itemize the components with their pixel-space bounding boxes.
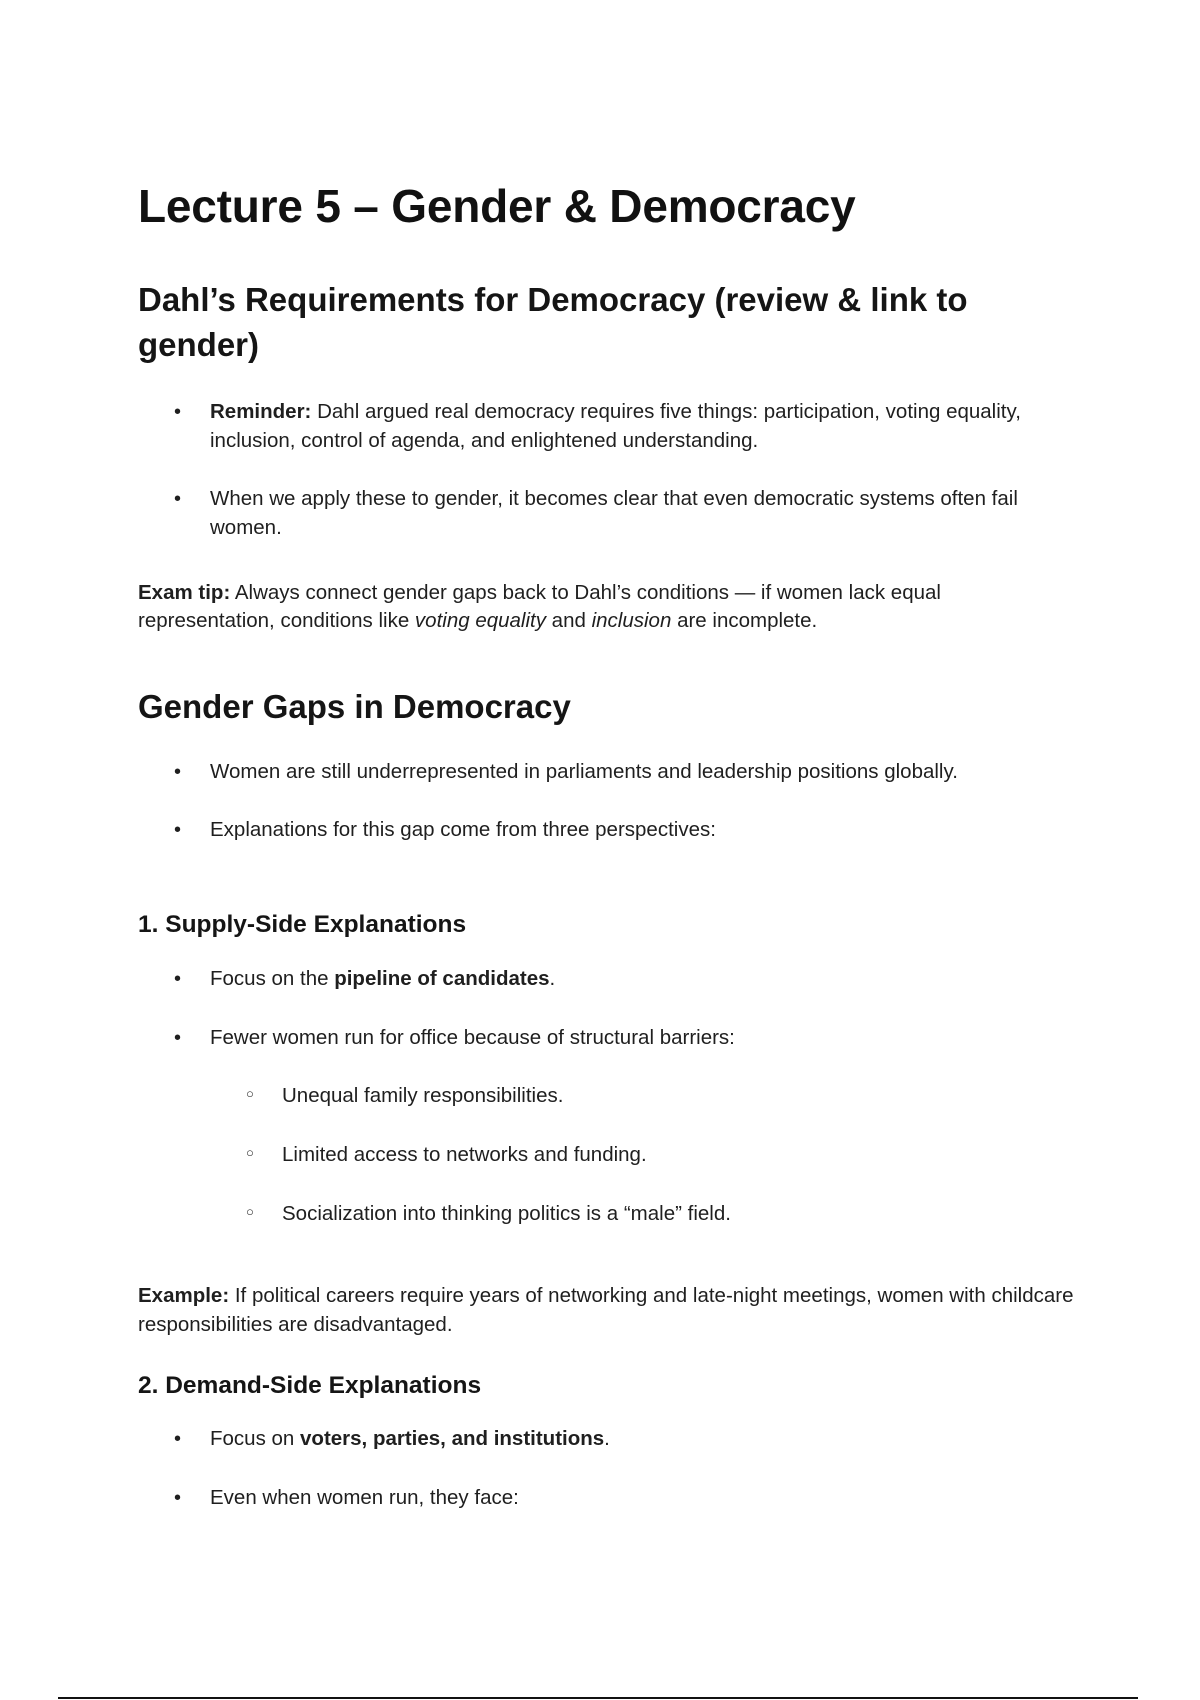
bullet-text: Women are still underrepresented in parliaments and leadership positions globally. [210,759,958,783]
list-item [138,485,1078,542]
list-item [138,398,1078,455]
section-heading-dahl: Dahl’s Requirements for Democracy (review & link to gender) [138,280,968,364]
gender-gaps-list [138,758,1078,845]
example-text: If political careers require years of networking and late-night meetings, women with childcare responsibilities are disadvantaged. [138,1284,1074,1336]
example-label: Example: [138,1284,230,1308]
exam-tip [138,579,1078,636]
document-content [138,180,1078,1543]
sub-list-item [210,1141,1078,1170]
sub-bullet-text: Socialization into thinking politics is a “male” field. [282,1201,731,1225]
reminder-text: Dahl argued real democracy requires five things: participation, voting equality, inclusion, control of agenda, and enlightened understanding. [210,399,1021,452]
list-item [138,758,1078,787]
bullet-text: Focus on the [210,966,335,990]
exam-tip-italic: inclusion [591,609,672,633]
list-item [138,1484,1078,1513]
exam-tip-text: Always connect gender gaps back to Dahl’s conditions — if women lack equal representation, conditions like [138,580,941,633]
exam-tip-italic: voting equality [414,609,546,633]
sub-list-item [210,1200,1078,1229]
exam-tip-text: and [545,609,592,633]
subsection-heading-demand: 2. Demand-Side Explanations [138,1371,482,1399]
list-item [138,816,1078,845]
bullet-bold-text: pipeline of candidates [334,966,550,990]
demand-list [138,1425,1078,1512]
list-item [138,1024,1078,1229]
example-paragraph [138,1282,1078,1339]
bullet-bold-text: voters, parties, and institutions [300,1427,605,1451]
section-heading-gender-gaps: Gender Gaps in Democracy [138,688,571,726]
bullet-text: . [549,966,556,990]
sub-bullet-text: Unequal family responsibilities. [282,1084,564,1108]
bullet-text: . [604,1427,610,1451]
list-item [138,965,1078,994]
list-item [138,1425,1078,1454]
bullet-text: When we apply these to gender, it becomes clear that even democratic systems often fail women. [210,487,1018,540]
bullet-text: Explanations for this gap come from three perspectives: [210,818,716,842]
subsection-heading-supply: 1. Supply-Side Explanations [138,910,467,938]
barriers-sublist [210,1082,1078,1228]
sub-list-item [210,1082,1078,1111]
page-bottom-rule [58,1697,1138,1699]
sub-bullet-text: Limited access to networks and funding. [282,1142,647,1166]
exam-tip-text: are incomplete. [671,609,818,633]
bullet-text: Even when women run, they face: [210,1486,519,1510]
bullet-text: Focus on [210,1427,301,1451]
page-title: Lecture 5 – Gender & Democracy [138,180,856,232]
reminder-label: Reminder: [210,399,312,423]
bullet-text: Fewer women run for office because of structural barriers: [210,1025,735,1049]
supply-list [138,965,1078,1228]
exam-tip-label: Exam tip: [138,580,231,604]
dahl-bullet-list [138,398,1078,543]
